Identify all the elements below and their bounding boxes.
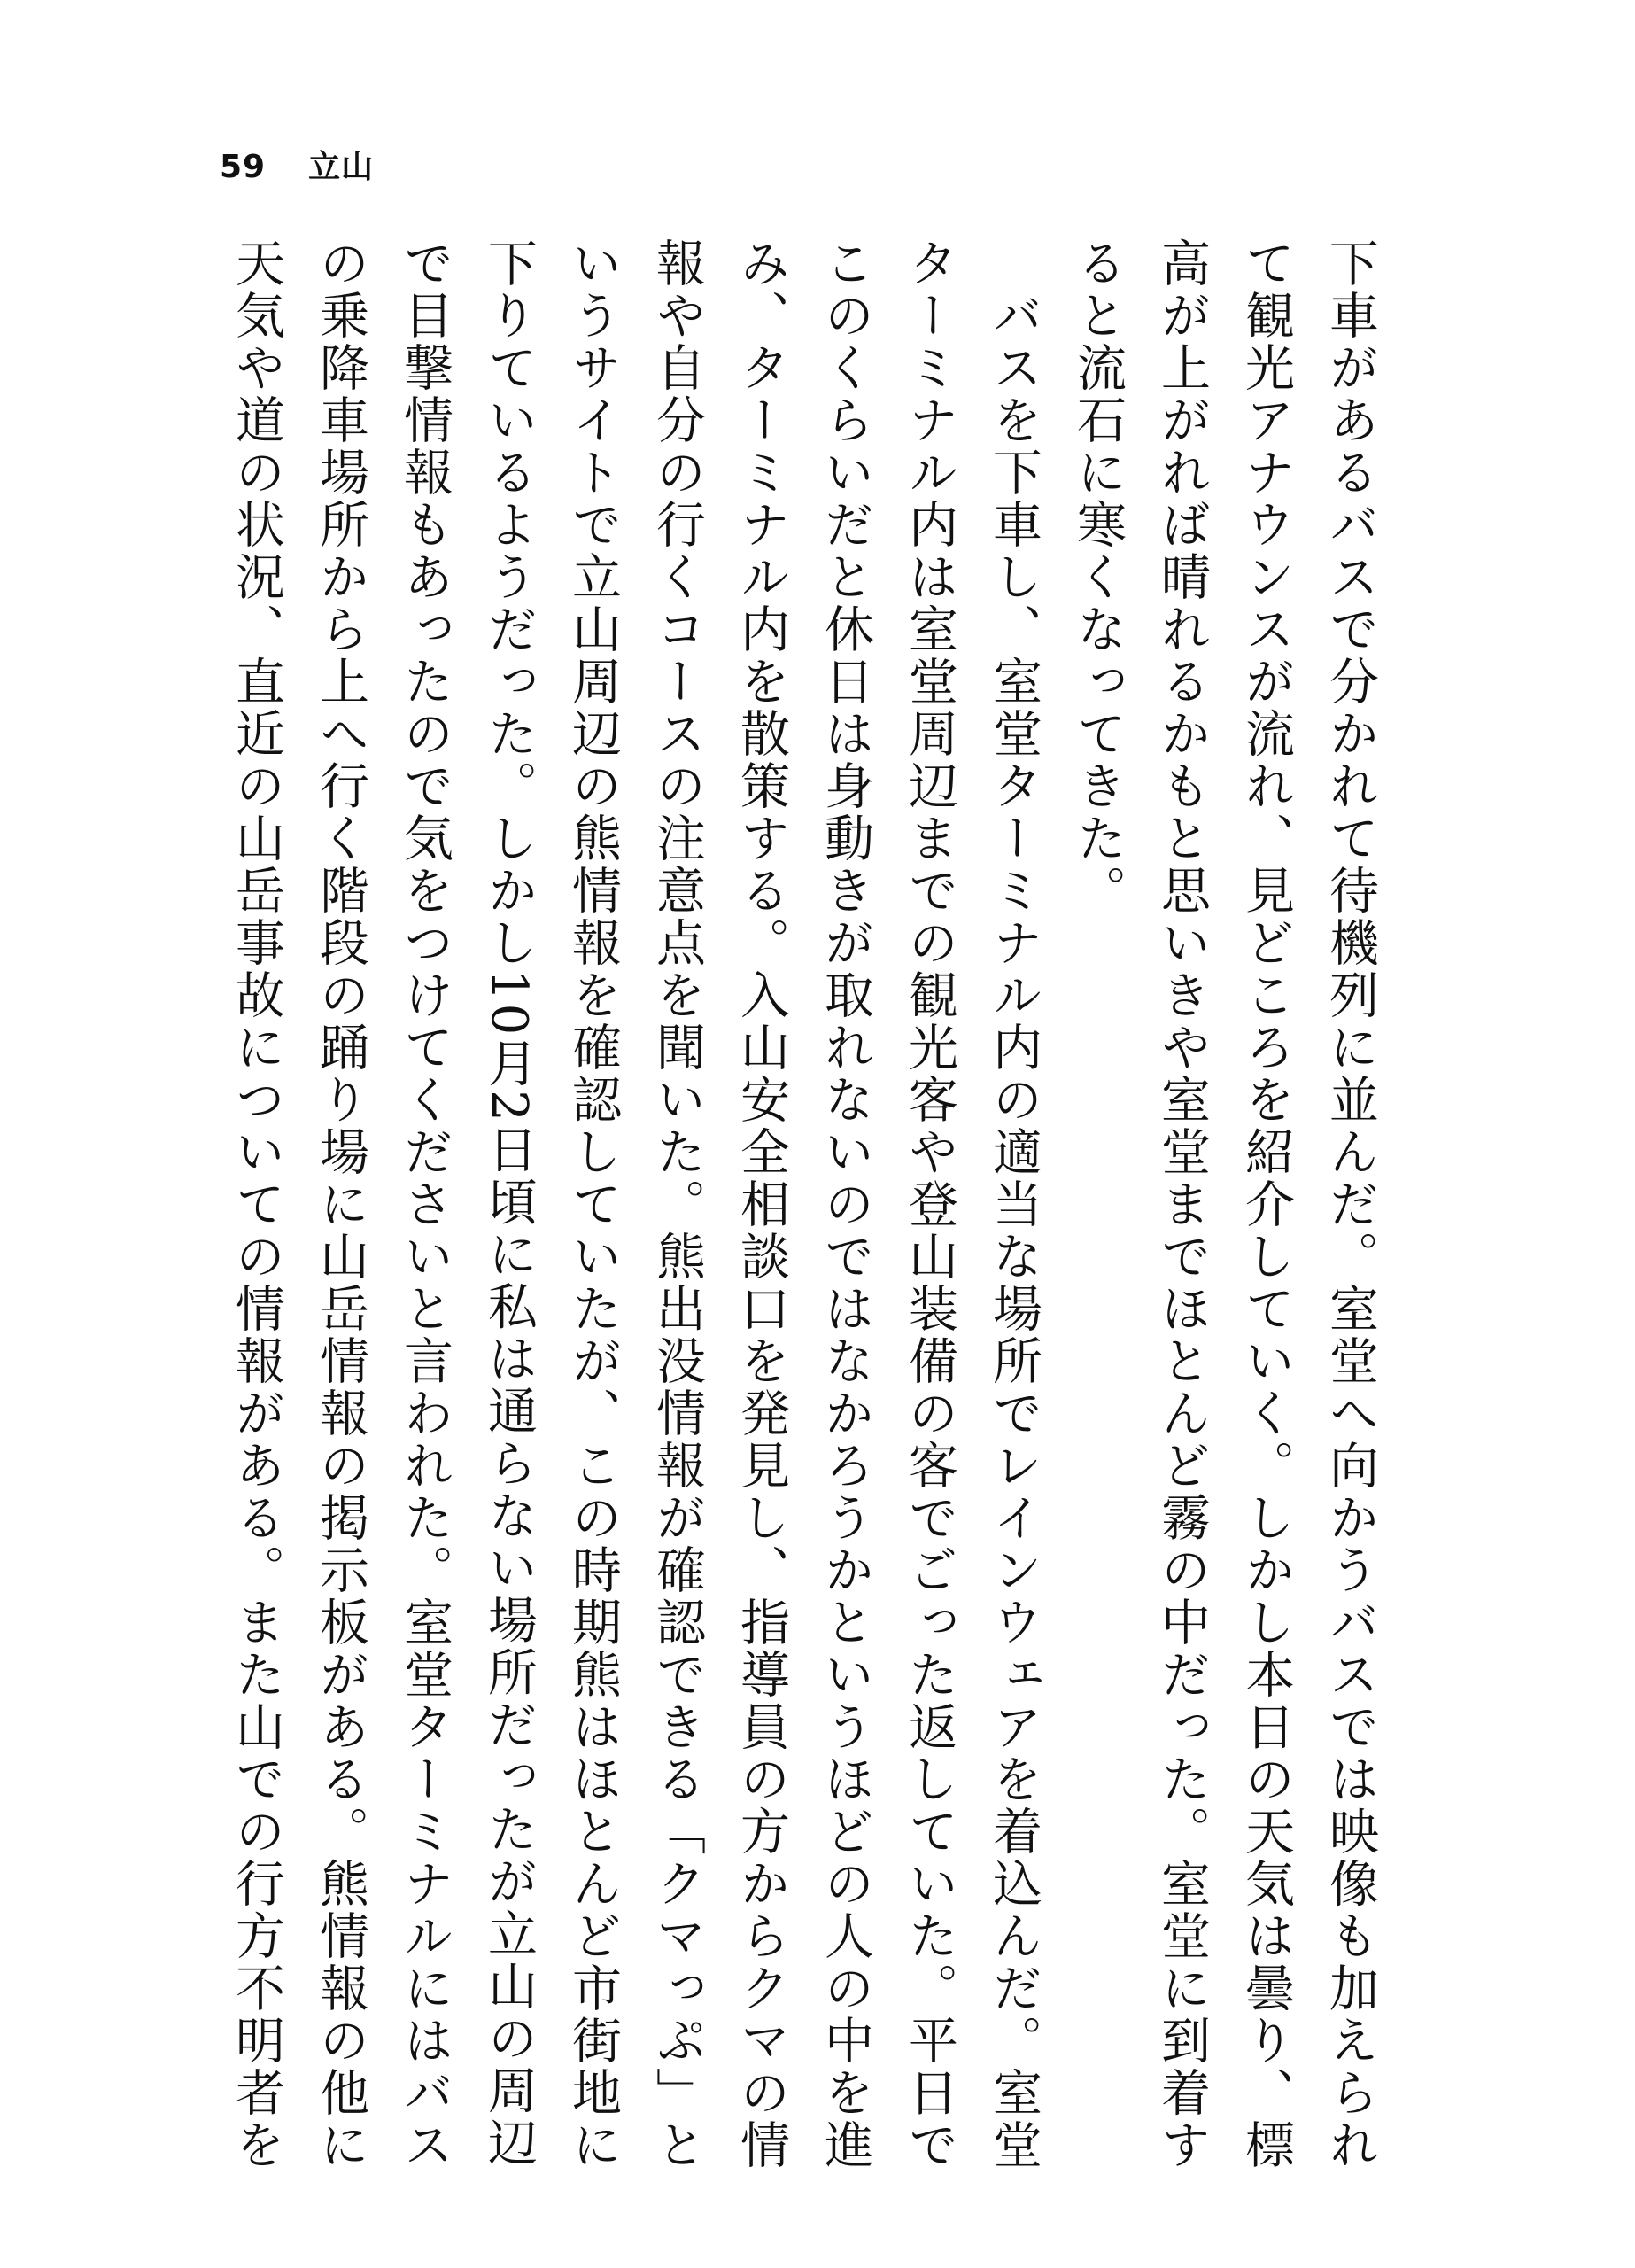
text-column: 報や自分の行くコースの注意点を聞いた。熊出没情報が確認できる「クマっぷ」と — [648, 237, 706, 2171]
text-column: で目撃情報もあったので気をつけてくださいと言われた。室堂ターミナルにはバス — [396, 237, 453, 2171]
page-number: 59 — [220, 149, 267, 185]
text-column: の乗降車場所から上へ行く階段の踊り場に山岳情報の掲示板がある。熊情報の他に — [312, 237, 369, 2171]
text-column: 下りているようだった。しかし10月2日頃に私は通らない場所だったが立山の周辺 — [480, 237, 538, 2170]
text-column: バスを下車し、室堂ターミナル内の適当な場所でレインウェアを着込んだ。室堂 — [985, 237, 1042, 2171]
text-column: 天気や道の状況、直近の山岳事故についての情報がある。また山での行方不明者を — [228, 237, 285, 2171]
text-column: ターミナル内は室堂周辺までの観光客や登山装備の客でごった返していた。平日で — [901, 237, 958, 2171]
text-column: このくらいだと休日は身動きが取れないのではなかろうかというほどの人の中を進 — [817, 237, 874, 2171]
vertical-body-text — [214, 237, 1392, 2204]
chapter-title: 立山 — [308, 149, 375, 185]
running-header — [220, 142, 374, 187]
text-column: 下車があるバスで分かれて待機列に並んだ。室堂へ向かうバスでは映像も加えられ — [1321, 237, 1379, 2171]
text-column: いうサイトで立山周辺の熊情報を確認していたが、この時期熊はほとんど市街地に — [564, 237, 622, 2171]
text-column: 高が上がれば晴れるかもと思いきや室堂までほとんど霧の中だった。室堂に到着す — [1153, 237, 1211, 2171]
text-column: み、ターミナル内を散策する。入山安全相談口を発見し、指導員の方からクマの情 — [732, 237, 790, 2171]
text-column: て観光アナウンスが流れ、見どころを紹介していく。しかし本日の天気は曇り、標 — [1237, 237, 1295, 2171]
text-column: ると流石に寒くなってきた。 — [1069, 237, 1127, 917]
